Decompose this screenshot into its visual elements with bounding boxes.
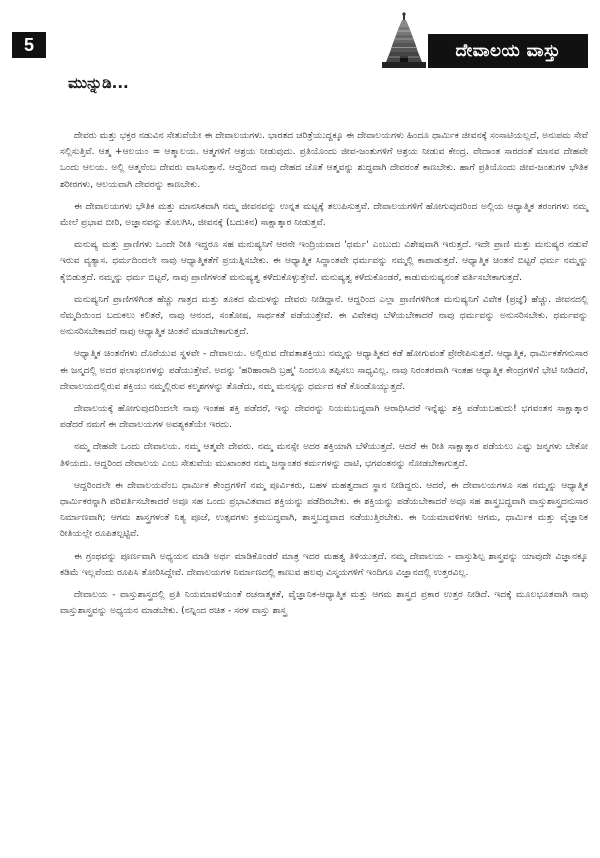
- page-number: 5: [12, 32, 46, 58]
- book-title: ದೇವಾಲಯ ವಾಸ್ತು: [428, 34, 588, 68]
- paragraph: ಮನುಷ್ಯನಿಗೆ ಪ್ರಾಣಿಗಳಿಗಿಂತ ಹೆಚ್ಚು ಗಾತ್ರದ ಮತ್ತು ತೂಕದ ಮೆದುಳನ್ನು ದೇವರು ನೀಡಿದ್ದಾನೆ. ಆದ್ದರಿಂದ ಎಲ್ಲಾ ಪ್ರಾಣಿಗಳಿಗಿಂತ ಮನುಷ್ಯನಿಗೆ ವಿವೇಕ (ಪ್ರಜ್ಞೆ) ಹೆಚ್ಚು. ಜೀವನದಲ್ಲಿ ನೆಮ್ಮದಿಯಿಂದ ಬದುಕಲು ಕಲಿತರೆ, ನಾವು ಆನಂದ, ಸಂತೋಷ, ಸಾರ್ಥಕತೆ ಪಡೆಯುತ್ತೇವೆ. ಈ ವಿವೇಕವು ಬೆಳೆಯಬೇಕಾದರೆ ನಾವು ಧರ್ಮವನ್ನು ಅನುಸರಿಸಬೇಕು. ಧರ್ಮವನ್ನು ಅನುಸರಿಸಬೇಕಾದರೆ ನಾವು ಆಧ್ಯಾತ್ಮಿಕ ಚಿಂತನೆ ಮಾಡಬೇಕಾಗುತ್ತದೆ.: [60, 293, 588, 338]
- temple-gopuram-icon: [380, 12, 428, 70]
- paragraph: ಈ ಗ್ರಂಥವನ್ನು ಪೂರ್ಣವಾಗಿ ಅಧ್ಯಯನ ಮಾಡಿ ಅರ್ಥ ಮಾಡಿಕೊಂಡರೆ ಮಾತ್ರ ಇದರ ಮಹತ್ವ ತಿಳಿಯುತ್ತದೆ. ನಮ್ಮ ದೇವಾಲಯ - ವಾಸ್ತುಶಿಲ್ಪ ಶಾಸ್ತ್ರವನ್ನು ಯಾವುದೇ ವಿಜ್ಞಾನಕ್ಕೂ ಕಡಿಮೆ ಇಲ್ಲವೆಂದು ರೂಪಿಸಿ ತೋರಿಸಿದ್ದೇವೆ. ದೇವಾಲಯಗಳ ನಿರ್ಮಾಣದಲ್ಲಿ ಕಾಣುವ ಹಲವು ವಿಸ್ಮಯಗಳಿಗೆ ಇಂದಿಗೂ ವಿಜ್ಞಾನದಲ್ಲಿ ಉತ್ತರವಿಲ್ಲ.: [60, 550, 588, 578]
- paragraph: ದೇವರು ಮತ್ತು ಭಕ್ತರ ನಡುವಿನ ಸೇತುವೆಯೇ ಈ ದೇವಾಲಯಗಳು. ಭಾರತದ ಚರಿತ್ರೆಯುದ್ದಕ್ಕೂ ಈ ದೇವಾಲಯಗಳು ಹಿಂದೂ ಧಾರ್ಮಿಕ ಜೀವನಕ್ಕೆ ಸಂಸಾಟಿಯಲ್ಲದೆ, ಅನುಪಮ ಸೇವೆ ಸಲ್ಲಿಸುತ್ತಿವೆ. ಆತ್ಮ +ಆಲಯಂ = ಆತ್ಮಾಲಯ. ಆತ್ಮಗಳಿಗೆ ಆಶ್ರಯ ನೀಡುವುದು. ಪ್ರತಿಯೊಂದು ಜೀವ-ಜಂತುಗಳಿಗೆ ಆಶ್ರಯ ನೀಡುವ ಕೇಂದ್ರ. ವೇದಾಂತ ಸಾರದಂತೆ ಮಾನವ ದೇಹವೇ ಒಂದು ಆಲಯ. ಅಲ್ಲಿ ಆತ್ಮನೆಂಬ ದೇವರು ವಾಸಿಸುತ್ತಾನೆ. ಆದ್ದರಿಂದ ನಾವು ದೇಹದ ಜೊತೆ ಆತ್ಮವನ್ನು ಶುದ್ಧವಾಗಿ ದೇವರಂತೆ ಕಾಣಬೇಕು. ಹಾಗೆ ಪ್ರತಿಯೊಂದು ಜೀವ-ಜಂತುಗಳ ಭೌತಿಕ ಶರೀರಗಳು, ಆಲಯವಾಗಿ ದೇವರನ್ನು ಕಾಣಬೇಕು.: [60, 130, 588, 190]
- paragraph: ನಮ್ಮ ದೇಹವೇ ಒಂದು ದೇವಾಲಯ. ನಮ್ಮ ಆತ್ಮವೇ ದೇವರು. ನಮ್ಮ ಮನಸ್ಸೇ ಅದರ ಶಕ್ತಿಯಾಗಿ ಬೆಳೆಯುತ್ತದೆ. ಆದರೆ ಈ ರೀತಿ ಸಾಕ್ಷಾತ್ಕಾರ ಪಡೆಯಲು ಎಷ್ಟು ಜನ್ಮಗಳು ಬೇಕೋ ತಿಳಿಯದು. ಆದ್ದರಿಂದ ದೇವಾಲಯ ಎಂಬ ಸೇತುವೆಯ ಮುಖಾಂತರ ನಮ್ಮ ಜನ್ಮಾಂತರ ಕರ್ಮಗಳನ್ನು ದಾಟಿ, ಭಗವಂತನನ್ನು ನೋಡಬೇಕಾಗುತ್ತದೆ.: [60, 441, 588, 469]
- paragraph: ಈ ದೇವಾಲಯಗಳು ಭೌತಿಕ ಮತ್ತು ಮಾನಸಿಕವಾಗಿ ನಮ್ಮ ಜೀವನವನ್ನು ಉನ್ನತ ಮಟ್ಟಕ್ಕೆ ತಲುಪಿಸುತ್ತವೆ. ದೇವಾಲಯಗಳಿಗೆ ಹೋಗುವುದರಿಂದ ಅಲ್ಲಿಯ ಆಧ್ಯಾತ್ಮಿಕ ತರಂಗಗಳು ನಮ್ಮ ಮೇಲೆ ಪ್ರಭಾವ ಬೀರಿ, ಅಜ್ಞಾನವನ್ನು ತೊಲಗಿಸಿ, ಜೀವನಕ್ಕೆ (ಬದುಕಿನ) ಸಾಕ್ಷಾತ್ಕಾರ ನೀಡುತ್ತವೆ.: [60, 200, 588, 229]
- paragraph: ಆಧ್ಯಾತ್ಮಿಕ ಚಿಂತನೆಗಳು ದೊರೆಯುವ ಸ್ಥಳವೇ - ದೇವಾಲಯ. ಅಲ್ಲಿರುವ ದೇವತಾಶಕ್ತಿಯು ನಮ್ಮನ್ನು ಆಧ್ಯಾತ್ಮಿಕದ ಕಡೆ ಹೋಗುವಂತೆ ಪ್ರೇರೇಪಿಸುತ್ತದೆ. ಆಧ್ಯಾತ್ಮಿಕ, ಧಾರ್ಮಿಕತೆಗನುಸಾರ ಈ ಜನ್ಮದಲ್ಲಿ ಅದರ ಫಲಾಫಲಗಳನ್ನು ಪಡೆಯುತ್ತೇವೆ. ಅದನ್ನು 'ಹರಿಹಾರಾದಿ ಬ್ರಹ್ಮ' ನಿಂದಲೂ ತಪ್ಪಿಸಲು ಸಾಧ್ಯವಿಲ್ಲ. ನಾವು ನಿರಂತರವಾಗಿ ಇಂತಹ ಆಧ್ಯಾತ್ಮಿಕ ಕೇಂದ್ರಗಳಿಗೆ ಭೇಟಿ ನೀಡಿದರೆ, ದೇವಾಲಯದಲ್ಲಿರುವ ಶಕ್ತಿಯು ನಮ್ಮಲ್ಲಿರುವ ಕಲ್ಮಶಗಳನ್ನು ತೊಡೆದು, ನಮ್ಮ ಮನಸ್ಸನ್ನು ಧರ್ಮದ ಕಡೆ ಕೊಂಡೊಯ್ಯುತ್ತದೆ.: [60, 348, 588, 392]
- paragraph: ದೇವಾಲಯ - ವಾಸ್ತುಶಾಸ್ತ್ರದಲ್ಲಿ ಪ್ರತಿ ನಿಯಮಾವಳಿಯಂತೆ ರಚನಾತ್ಮಕತೆ, ವೈಜ್ಞಾನಿಕ-ಆಧ್ಯಾತ್ಮಿಕ ಮತ್ತು ಆಗಮ ಶಾಸ್ತ್ರದ ಪ್ರಕಾರ ಉತ್ತರ ನೀಡಿದೆ. ಇದಕ್ಕೆ ಮೂಲಭೂತವಾಗಿ ನಾವು ವಾಸ್ತುಶಾಸ್ತ್ರವನ್ನು ಅಧ್ಯಯನ ಮಾಡಬೇಕು. (ನನ್ನಿಂದ ರಚಿತ - ಸರಳ ವಾಸ್ತು ಶಾಸ್ತ್ರ: [60, 589, 588, 617]
- paragraph: ಆದ್ದರಿಂದಲೇ ಈ ದೇವಾಲಯವೆಂಬ ಧಾರ್ಮಿಕ ಕೇಂದ್ರಗಳಿಗೆ ನಮ್ಮ ಪೂರ್ವಿಕರು, ಬಹಳ ಮಹತ್ವದಾದ ಸ್ಥಾನ ನೀಡಿದ್ದರು. ಆದರೆ, ಈ ದೇವಾಲಯಗಳೂ ಸಹ ನಮ್ಮನ್ನು ಆಧ್ಯಾತ್ಮಿಕ ಧಾರ್ಮಿಕರನ್ನಾಗಿ ಪರಿವರ್ತಿಸಬೇಕಾದರೆ ಅವೂ ಸಹ ಒಂದು ಪ್ರಭಾವಿತವಾದ ಶಕ್ತಿಯನ್ನು ಪಡೆದಿರಬೇಕು. ಈ ಶಕ್ತಿಯನ್ನು ಪಡೆಯಬೇಕಾದರೆ ಅವೂ ಸಹ ಶಾಸ್ತ್ರಬದ್ಧವಾಗಿ ವಾಸ್ತುಶಾಸ್ತ್ರದನುಸಾರ ನಿರ್ಮಾಣವಾಗಿ; ಆಗಮ ಶಾಸ್ತ್ರಗಳಂತೆ ನಿತ್ಯ ಪೂಜೆ, ಉತ್ಸವಗಳು ಕ್ರಮಬದ್ಧವಾಗಿ, ಶಾಸ್ತ್ರಬದ್ಧವಾದ ನಡೆಯುತ್ತಿರಬೇಕು. ಈ ನಿಯಮಾವಳಿಗಳು ಆಗಮ, ಧಾರ್ಮಿಕ ಮತ್ತು ವೈಜ್ಞಾನಿಕ ರೀತಿಯಲ್ಲೇ ರೂಪಿತಲ್ಪಟ್ಟಿವೆ.: [60, 479, 588, 540]
- section-title: ಮುನ್ನುಡಿ...: [68, 74, 129, 92]
- paragraph: ದೇವಾಲಯಕ್ಕೆ ಹೋಗುವುದರಿಂದಲೇ ನಾವು ಇಂತಹ ಶಕ್ತಿ ಪಡೆದರೆ, ಇನ್ನು ದೇವರನ್ನು ನಿಯಮಬದ್ಧವಾಗಿ ಆರಾಧಿಸಿದರೆ ಇನ್ನೆಷ್ಟು ಶಕ್ತಿ ಪಡೆಯಬಹುದು! ಭಗವಂತನ ಸಾಕ್ಷಾತ್ಕಾರ ಪಡೆದರೆ ನಮಗೆ ಈ ದೇವಾಲಯಗಳ ಅವಶ್ಯಕತೆಯೇ ಇರದು.: [60, 403, 588, 431]
- body-text: [60, 128, 588, 625]
- paragraph: ಮನುಷ್ಯ ಮತ್ತು ಪ್ರಾಣಿಗಳು ಒಂದೇ ರೀತಿ ಇದ್ದರೂ ಸಹ ಮನುಷ್ಯನಿಗೆ ಆರನೇ ಇಂದ್ರಿಯವಾದ 'ಧರ್ಮ' ಎಂಬುದು ವಿಶೇಷವಾಗಿ ಇರುತ್ತದೆ. ಇದೇ ಪ್ರಾಣಿ ಮತ್ತು ಮನುಷ್ಯರ ನಡುವೆ ಇರುವ ವ್ಯತ್ಯಾಸ. ಧರ್ಮದಿಂದಲೇ ನಾವು ಆಧ್ಯಾತ್ಮಿಕತೆಗೆ ಪ್ರಯತ್ನಿಸಬೇಕು. ಈ ಆಧ್ಯಾತ್ಮಿಕ ಸಿದ್ಧಾಂತವೇ ಧರ್ಮವನ್ನು ನಮ್ಮಲ್ಲಿ ಕಾಪಾಡುತ್ತದೆ. ಆಧ್ಯಾತ್ಮಿಕ ಚಿಂತನೆ ಬಿಟ್ಟರೆ ಧರ್ಮ ನಮ್ಮನ್ನು ಕೈಬಿಡುತ್ತದೆ. ನಮ್ಮನ್ನು ಧರ್ಮ ಬಿಟ್ಟರೆ, ನಾವು ಪ್ರಾಣಿಗಳಂತೆ ಮನುಷ್ಯತ್ವ ಕಳೆದುಕೊಳ್ಳುತ್ತೇವೆ. ಮನುಷ್ಯತ್ವ ಕಳೆದುಕೊಂಡರೆ, ಕಾಡುಮನುಷ್ಯನಂತೆ ವರ್ತಿಸಬೇಕಾಗುತ್ತದೆ.: [60, 239, 588, 283]
- book-header-badge: [380, 12, 588, 70]
